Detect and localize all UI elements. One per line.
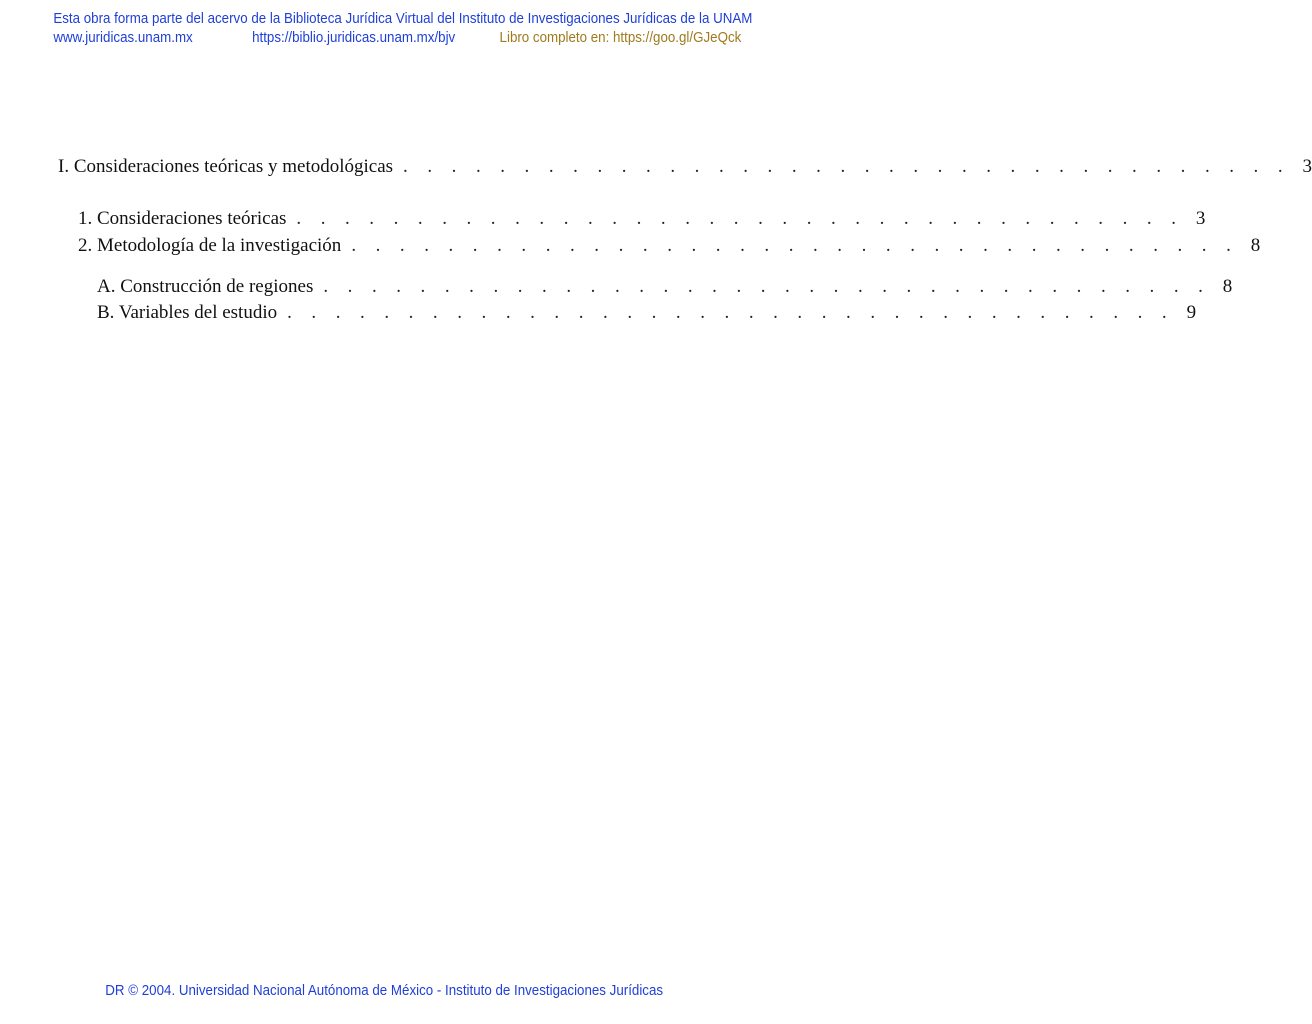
toc-entry [97, 276, 1233, 298]
toc-entry [78, 208, 1206, 230]
toc-entry [58, 156, 1312, 178]
toc-entry-page: 3 [1302, 156, 1312, 177]
toc-leader-dots: . . . . . . . . . . . . . . . . . . . . . . . . . . . . . . . . . . . . . [296, 208, 1184, 229]
toc-entry-page: 3 [1195, 208, 1206, 229]
toc-entry [78, 235, 1261, 257]
toc-entry-label: I. Consideraciones teóricas y metodológicas [58, 156, 403, 178]
toc-leader-dots: . . . . . . . . . . . . . . . . . . . . . . . . . . . . . . . . . . . . . [351, 235, 1239, 256]
toc-entry-label: 1. Consideraciones teóricas [78, 208, 296, 230]
full-book-link[interactable]: Libro completo en: https://goo.gl/GJeQck [499, 30, 742, 46]
toc-leader-dots: . . . . . . . . . . . . . . . . . . . . . . . . . . . . . . . . . . . . . [323, 276, 1211, 297]
toc-entry-label: A. Construcción de regiones [97, 276, 323, 298]
toc-leader-dots: . . . . . . . . . . . . . . . . . . . . . . . . . . . . . . . . . . . . . [287, 302, 1175, 323]
site-link[interactable]: www.juridicas.unam.mx [53, 30, 193, 46]
library-notice: Esta obra forma parte del acervo de la Biblioteca Jurídica Virtual del Instituto de Investigaciones Jurídicas de la UNAM [53, 11, 753, 27]
toc-entry-label: B. Variables del estudio [97, 302, 287, 324]
toc-entry-page: 9 [1186, 302, 1197, 323]
toc-entry-page: 8 [1250, 235, 1261, 256]
toc-entry [97, 302, 1197, 324]
toc-entry-page: 8 [1222, 276, 1233, 297]
bjv-link[interactable]: https://biblio.juridicas.unam.mx/bjv [252, 30, 456, 46]
toc-leader-dots: . . . . . . . . . . . . . . . . . . . . . . . . . . . . . . . . . . . . . [403, 156, 1290, 177]
toc-entry-label: 2. Metodología de la investigación [78, 235, 351, 257]
copyright-notice: DR © 2004. Universidad Nacional Autónoma de México - Instituto de Investigaciones Jurídicas [105, 983, 663, 999]
page-footer [0, 983, 768, 999]
